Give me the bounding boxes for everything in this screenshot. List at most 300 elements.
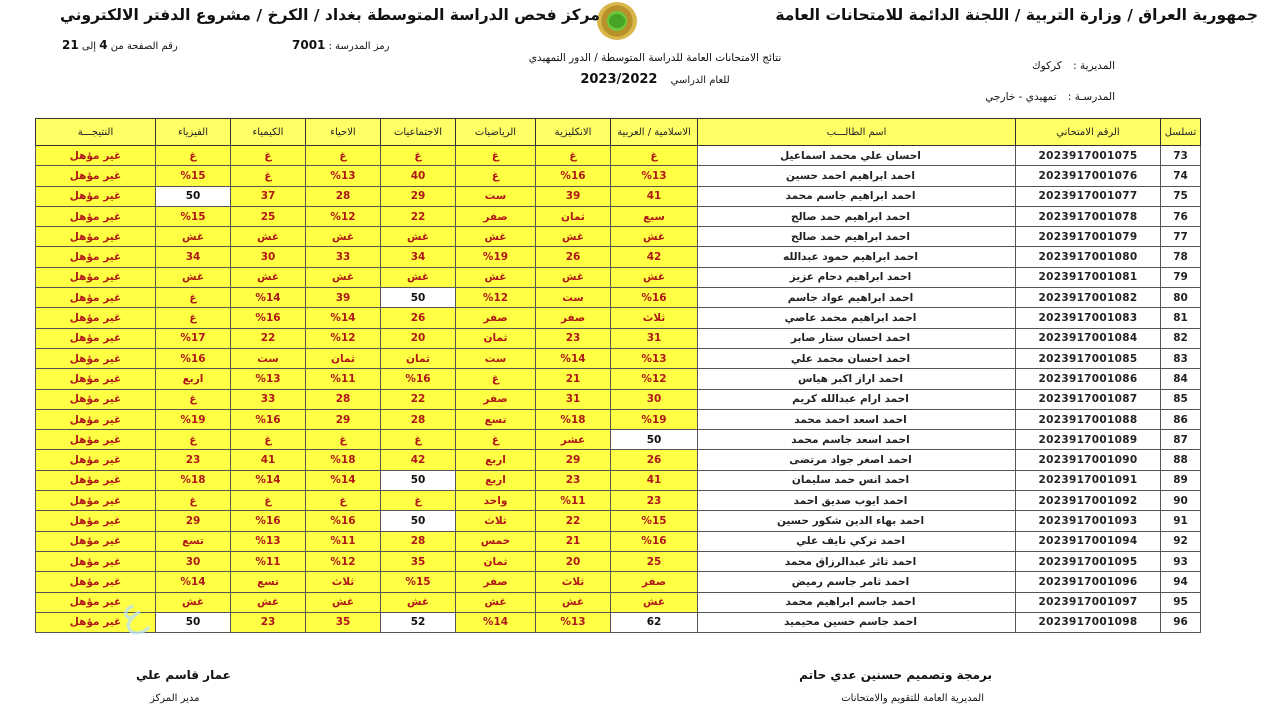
grade-cell-english: ثلاث — [536, 572, 611, 592]
directorate-label: المديرية : — [1073, 60, 1115, 72]
table-row — [36, 206, 1201, 226]
serial-cell: 84 — [1161, 369, 1201, 389]
exam-number-cell: 2023917001098 — [1016, 612, 1161, 632]
grade-cell-biology: %12 — [306, 206, 381, 226]
grade-cell-biology: %18 — [306, 450, 381, 470]
grade-cell-biology: غش — [306, 227, 381, 247]
grade-cell-physics: %19 — [156, 409, 231, 429]
grade-cell-english: غش — [536, 227, 611, 247]
serial-cell: 92 — [1161, 531, 1201, 551]
exam-number-cell: 2023917001075 — [1016, 146, 1161, 166]
grade-cell-math: صفر — [456, 308, 536, 328]
directorate — [1032, 60, 1115, 72]
table-row — [36, 612, 1201, 632]
grade-cell-islamic-arabic: 42 — [611, 247, 698, 267]
student-name-cell: احمد ارام عبدالله كريم — [698, 389, 1016, 409]
grade-cell-math: غ — [456, 146, 536, 166]
student-name-cell: احمد اسعد احمد محمد — [698, 409, 1016, 429]
grade-cell-social: 28 — [381, 409, 456, 429]
serial-cell: 93 — [1161, 551, 1201, 571]
grade-cell-physics: غ — [156, 491, 231, 511]
grade-cell-biology: 29 — [306, 409, 381, 429]
results-table-body — [36, 146, 1201, 633]
directorate-value: كركوك — [1031, 60, 1062, 72]
table-row — [36, 551, 1201, 571]
grade-cell-chemistry: غ — [231, 166, 306, 186]
grade-cell-physics: 30 — [156, 551, 231, 571]
grade-cell-english: غش — [536, 267, 611, 287]
serial-cell: 79 — [1161, 267, 1201, 287]
page-current: 4 — [99, 38, 108, 52]
exam-number-cell: 2023917001090 — [1016, 450, 1161, 470]
grade-cell-social: ثمان — [381, 348, 456, 368]
grade-cell-biology: 35 — [306, 612, 381, 632]
student-name-cell: احمد ايوب صديق احمد — [698, 491, 1016, 511]
grade-cell-english: 26 — [536, 247, 611, 267]
exam-number-cell: 2023917001089 — [1016, 430, 1161, 450]
col-header-physics: الفيزياء — [156, 119, 231, 146]
serial-cell: 85 — [1161, 389, 1201, 409]
grade-cell-islamic-arabic: غ — [611, 146, 698, 166]
grade-cell-chemistry: 37 — [231, 186, 306, 206]
grade-cell-english: غش — [536, 592, 611, 612]
grade-cell-physics: 34 — [156, 247, 231, 267]
student-name-cell: احمد ابراهيم حمد صالح — [698, 206, 1016, 226]
grade-cell-social: 26 — [381, 308, 456, 328]
grade-cell-biology: 28 — [306, 389, 381, 409]
grade-cell-english: صفر — [536, 308, 611, 328]
grade-cell-social: %15 — [381, 572, 456, 592]
grade-cell-social: 42 — [381, 450, 456, 470]
grade-cell-math: ثمان — [456, 551, 536, 571]
table-row — [36, 308, 1201, 328]
student-name-cell: احمد اسعد جاسم محمد — [698, 430, 1016, 450]
grade-cell-social: 50 — [381, 511, 456, 531]
table-row — [36, 186, 1201, 206]
table-row — [36, 511, 1201, 531]
student-name-cell: احمد ابراهيم عواد جاسم — [698, 288, 1016, 308]
grade-cell-math: غ — [456, 430, 536, 450]
result-cell: غير مؤهل — [36, 511, 156, 531]
designer-organization: المديرية العامة للتقويم والامتحانات — [841, 693, 984, 704]
grade-cell-islamic-arabic: %13 — [611, 166, 698, 186]
grade-cell-chemistry: %16 — [231, 409, 306, 429]
grade-cell-biology: غ — [306, 491, 381, 511]
exam-number-cell: 2023917001078 — [1016, 206, 1161, 226]
serial-cell: 95 — [1161, 592, 1201, 612]
grade-cell-biology: غش — [306, 267, 381, 287]
grade-cell-islamic-arabic: صفر — [611, 572, 698, 592]
result-cell: غير مؤهل — [36, 227, 156, 247]
grade-cell-chemistry: غ — [231, 430, 306, 450]
school-code-label: رمز المدرسة : — [328, 41, 390, 52]
col-header-student-name: اسم الطالـــب — [698, 119, 1016, 146]
grade-cell-chemistry: 33 — [231, 389, 306, 409]
grade-cell-social: %16 — [381, 369, 456, 389]
grade-cell-math: %12 — [456, 288, 536, 308]
grade-cell-english: غ — [536, 146, 611, 166]
grade-cell-math: غ — [456, 369, 536, 389]
exam-number-cell: 2023917001079 — [1016, 227, 1161, 247]
exam-number-cell: 2023917001095 — [1016, 551, 1161, 571]
student-name-cell: احمد ثامر جاسم رميض — [698, 572, 1016, 592]
grade-cell-math: ست — [456, 348, 536, 368]
result-cell: غير مؤهل — [36, 409, 156, 429]
grade-cell-physics: غ — [156, 308, 231, 328]
page-label: رقم الصفحة من — [110, 41, 178, 52]
grade-cell-chemistry: غ — [231, 491, 306, 511]
result-cell: غير مؤهل — [36, 430, 156, 450]
exam-number-cell: 2023917001092 — [1016, 491, 1161, 511]
grade-cell-biology: غ — [306, 146, 381, 166]
result-cell: غير مؤهل — [36, 592, 156, 612]
grade-cell-social: 22 — [381, 206, 456, 226]
grade-cell-physics: غ — [156, 146, 231, 166]
center-manager-name: عمار قاسم علي — [136, 668, 231, 682]
grade-cell-biology: %12 — [306, 328, 381, 348]
grade-cell-math: خمس — [456, 531, 536, 551]
grade-cell-english: %16 — [536, 166, 611, 186]
grade-cell-islamic-arabic: 41 — [611, 186, 698, 206]
table-row — [36, 409, 1201, 429]
serial-cell: 88 — [1161, 450, 1201, 470]
grade-cell-biology: 28 — [306, 186, 381, 206]
grade-cell-english: 23 — [536, 470, 611, 490]
grade-cell-english: 31 — [536, 389, 611, 409]
grade-cell-math: ثمان — [456, 328, 536, 348]
grade-cell-math: غ — [456, 166, 536, 186]
grade-cell-islamic-arabic: 30 — [611, 389, 698, 409]
grade-cell-chemistry: غش — [231, 267, 306, 287]
grade-cell-physics: %15 — [156, 166, 231, 186]
grade-cell-social: 22 — [381, 389, 456, 409]
result-cell: غير مؤهل — [36, 146, 156, 166]
grade-cell-chemistry: غش — [231, 227, 306, 247]
grade-cell-physics: تسع — [156, 531, 231, 551]
grade-cell-chemistry: %11 — [231, 551, 306, 571]
student-name-cell: احمد ابراهيم حمد صالح — [698, 227, 1016, 247]
exam-number-cell: 2023917001088 — [1016, 409, 1161, 429]
student-name-cell: احمد احسان ستار صابر — [698, 328, 1016, 348]
school-value: تمهيدي - خارجي — [985, 91, 1057, 103]
grade-cell-chemistry: %13 — [231, 531, 306, 551]
exam-number-cell: 2023917001082 — [1016, 288, 1161, 308]
exam-number-cell: 2023917001081 — [1016, 267, 1161, 287]
page-number — [62, 38, 178, 52]
result-cell: غير مؤهل — [36, 389, 156, 409]
col-header-social: الاجتماعيات — [381, 119, 456, 146]
result-cell: غير مؤهل — [36, 288, 156, 308]
student-name-cell: احمد انس حمد سليمان — [698, 470, 1016, 490]
exam-number-cell: 2023917001091 — [1016, 470, 1161, 490]
grade-cell-islamic-arabic: 41 — [611, 470, 698, 490]
grade-cell-biology: 33 — [306, 247, 381, 267]
grade-cell-english: 22 — [536, 511, 611, 531]
serial-cell: 94 — [1161, 572, 1201, 592]
grade-cell-math: %19 — [456, 247, 536, 267]
grade-cell-social: غش — [381, 592, 456, 612]
table-row — [36, 369, 1201, 389]
table-row — [36, 146, 1201, 166]
ministry-emblem-logo — [597, 2, 637, 40]
grade-cell-english: 21 — [536, 369, 611, 389]
grade-cell-islamic-arabic: غش — [611, 592, 698, 612]
result-cell: غير مؤهل — [36, 328, 156, 348]
table-row — [36, 572, 1201, 592]
table-row — [36, 470, 1201, 490]
grade-cell-islamic-arabic: 25 — [611, 551, 698, 571]
student-name-cell: احمد ثائر عبدالرزاق محمد — [698, 551, 1016, 571]
grade-cell-math: %14 — [456, 612, 536, 632]
exam-number-cell: 2023917001093 — [1016, 511, 1161, 531]
grade-cell-social: غ — [381, 430, 456, 450]
grade-cell-physics: 50 — [156, 186, 231, 206]
grade-cell-english: %18 — [536, 409, 611, 429]
col-header-english: الانكليزية — [536, 119, 611, 146]
grade-cell-islamic-arabic: %16 — [611, 531, 698, 551]
serial-cell: 82 — [1161, 328, 1201, 348]
serial-cell: 96 — [1161, 612, 1201, 632]
grade-cell-english: عشر — [536, 430, 611, 450]
page-total: 21 — [62, 38, 79, 52]
grade-cell-math: صفر — [456, 206, 536, 226]
grade-cell-biology: %12 — [306, 551, 381, 571]
grade-cell-math: صفر — [456, 389, 536, 409]
grade-cell-english: %11 — [536, 491, 611, 511]
grade-cell-chemistry: %16 — [231, 511, 306, 531]
grade-cell-islamic-arabic: %12 — [611, 369, 698, 389]
grade-cell-physics: %17 — [156, 328, 231, 348]
col-header-biology: الاحياء — [306, 119, 381, 146]
academic-year — [465, 72, 845, 87]
result-cell: غير مؤهل — [36, 572, 156, 592]
grade-cell-social: 50 — [381, 470, 456, 490]
result-cell: غير مؤهل — [36, 491, 156, 511]
grade-cell-islamic-arabic: 62 — [611, 612, 698, 632]
grade-cell-math: ثلاث — [456, 511, 536, 531]
result-cell: غير مؤهل — [36, 186, 156, 206]
grade-cell-biology: ثلاث — [306, 572, 381, 592]
grade-cell-chemistry: ست — [231, 348, 306, 368]
school-label: المدرسـة : — [1067, 91, 1115, 103]
exam-number-cell: 2023917001085 — [1016, 348, 1161, 368]
grade-cell-chemistry: %13 — [231, 369, 306, 389]
grade-cell-social: 28 — [381, 531, 456, 551]
serial-cell: 76 — [1161, 206, 1201, 226]
exam-number-cell: 2023917001087 — [1016, 389, 1161, 409]
grade-cell-english: 29 — [536, 450, 611, 470]
exam-number-cell: 2023917001076 — [1016, 166, 1161, 186]
student-name-cell: احمد ابراهيم احمد حسين — [698, 166, 1016, 186]
student-name-cell: احسان علي محمد اسماعيل — [698, 146, 1016, 166]
grade-cell-biology: %11 — [306, 531, 381, 551]
grade-cell-social: غ — [381, 491, 456, 511]
result-cell: غير مؤهل — [36, 369, 156, 389]
result-cell: غير مؤهل — [36, 531, 156, 551]
table-row — [36, 288, 1201, 308]
student-name-cell: احمد جاسم حسين محيميد — [698, 612, 1016, 632]
serial-cell: 87 — [1161, 430, 1201, 450]
grade-cell-chemistry: غش — [231, 592, 306, 612]
table-row — [36, 348, 1201, 368]
grade-cell-islamic-arabic: 50 — [611, 430, 698, 450]
grade-cell-islamic-arabic: غش — [611, 267, 698, 287]
col-header-result: النتيجـــة — [36, 119, 156, 146]
grade-cell-english: 20 — [536, 551, 611, 571]
student-name-cell: احمد تركي نايف علي — [698, 531, 1016, 551]
school-code — [286, 38, 389, 52]
center-manager-title: مدير المركز — [150, 693, 200, 704]
grade-cell-math: غش — [456, 592, 536, 612]
serial-cell: 74 — [1161, 166, 1201, 186]
grade-cell-english: 39 — [536, 186, 611, 206]
table-row — [36, 267, 1201, 287]
grade-cell-physics: غ — [156, 430, 231, 450]
table-row — [36, 166, 1201, 186]
grade-cell-physics: %16 — [156, 348, 231, 368]
grade-cell-social: غش — [381, 227, 456, 247]
result-cell: غير مؤهل — [36, 612, 156, 632]
serial-cell: 86 — [1161, 409, 1201, 429]
grade-cell-social: 20 — [381, 328, 456, 348]
student-name-cell: احمد بهاء الدين شكور حسين — [698, 511, 1016, 531]
grade-cell-biology: %14 — [306, 308, 381, 328]
student-name-cell: احمد ابراهيم جاسم محمد — [698, 186, 1016, 206]
grade-cell-physics: %18 — [156, 470, 231, 490]
table-row — [36, 227, 1201, 247]
exam-number-cell: 2023917001077 — [1016, 186, 1161, 206]
col-header-chemistry: الكيمياء — [231, 119, 306, 146]
grade-cell-chemistry: 30 — [231, 247, 306, 267]
grade-cell-math: تسع — [456, 409, 536, 429]
table-row — [36, 450, 1201, 470]
col-header-math: الرياضيات — [456, 119, 536, 146]
student-name-cell: احمد ابراهيم دحام عزيز — [698, 267, 1016, 287]
grade-cell-chemistry: 23 — [231, 612, 306, 632]
results-table — [35, 118, 1201, 633]
table-row — [36, 531, 1201, 551]
grade-cell-english: ثمان — [536, 206, 611, 226]
serial-cell: 91 — [1161, 511, 1201, 531]
exam-number-cell: 2023917001096 — [1016, 572, 1161, 592]
result-cell: غير مؤهل — [36, 247, 156, 267]
grade-cell-islamic-arabic: %15 — [611, 511, 698, 531]
grade-cell-chemistry: %14 — [231, 470, 306, 490]
page-title-center: مركز فحص الدراسة المتوسطة بغداد / الكرخ / مشروع الدفتر الالكتروني — [60, 6, 600, 24]
student-name-cell: احمد ابراهيم محمد عاصي — [698, 308, 1016, 328]
grade-cell-social: 35 — [381, 551, 456, 571]
table-row — [36, 247, 1201, 267]
grade-cell-physics: 50 — [156, 612, 231, 632]
result-cell: غير مؤهل — [36, 166, 156, 186]
grade-cell-physics: غ — [156, 288, 231, 308]
grade-cell-biology: %13 — [306, 166, 381, 186]
grade-cell-biology: %11 — [306, 369, 381, 389]
serial-cell: 73 — [1161, 146, 1201, 166]
grade-cell-english: %14 — [536, 348, 611, 368]
grade-cell-english: %13 — [536, 612, 611, 632]
grade-cell-english: 23 — [536, 328, 611, 348]
exam-number-cell: 2023917001086 — [1016, 369, 1161, 389]
col-header-islamic-arabic: الاسلامية / العربية — [611, 119, 698, 146]
serial-cell: 75 — [1161, 186, 1201, 206]
serial-cell: 83 — [1161, 348, 1201, 368]
result-cell: غير مؤهل — [36, 308, 156, 328]
results-subtitle: نتائج الامتحانات العامة للدراسة المتوسطة / الدور التمهيدي — [528, 52, 782, 64]
result-cell: غير مؤهل — [36, 348, 156, 368]
grade-cell-math: اربع — [456, 450, 536, 470]
col-header-serial: تسلسل — [1161, 119, 1201, 146]
grade-cell-math: ست — [456, 186, 536, 206]
grade-cell-physics: 23 — [156, 450, 231, 470]
grade-cell-social: 40 — [381, 166, 456, 186]
table-header-row — [36, 119, 1201, 146]
exam-number-cell: 2023917001094 — [1016, 531, 1161, 551]
grade-cell-math: غش — [456, 267, 536, 287]
grade-cell-biology: غ — [306, 430, 381, 450]
designer-credit: برمجة وتصميم حسنين عدي حاتم — [799, 668, 992, 682]
student-name-cell: احمد ابراهيم حمود عبدالله — [698, 247, 1016, 267]
grade-cell-physics: 29 — [156, 511, 231, 531]
grade-cell-math: اربع — [456, 470, 536, 490]
grade-cell-physics: غ — [156, 389, 231, 409]
result-cell: غير مؤهل — [36, 450, 156, 470]
result-cell: غير مؤهل — [36, 470, 156, 490]
table-row — [36, 389, 1201, 409]
exam-number-cell: 2023917001083 — [1016, 308, 1161, 328]
grade-cell-chemistry: 22 — [231, 328, 306, 348]
table-row — [36, 491, 1201, 511]
page-title-ministry: جمهورية العراق / وزارة التربية / اللجنة الدائمة للامتحانات العامة — [775, 6, 1258, 24]
grade-cell-biology: %16 — [306, 511, 381, 531]
grade-cell-math: غش — [456, 227, 536, 247]
table-row — [36, 430, 1201, 450]
serial-cell: 90 — [1161, 491, 1201, 511]
student-name-cell: احمد احسان محمد علي — [698, 348, 1016, 368]
grade-cell-biology: %14 — [306, 470, 381, 490]
table-row — [36, 328, 1201, 348]
grade-cell-physics: %15 — [156, 206, 231, 226]
grade-cell-chemistry: %14 — [231, 288, 306, 308]
grade-cell-islamic-arabic: سبع — [611, 206, 698, 226]
school — [985, 91, 1115, 103]
serial-cell: 89 — [1161, 470, 1201, 490]
grade-cell-chemistry: %16 — [231, 308, 306, 328]
student-name-cell: احمد اصغر جواد مرتضى — [698, 450, 1016, 470]
grade-cell-islamic-arabic: %13 — [611, 348, 698, 368]
serial-cell: 81 — [1161, 308, 1201, 328]
grade-cell-social: 34 — [381, 247, 456, 267]
grade-cell-math: صفر — [456, 572, 536, 592]
grade-cell-biology: غش — [306, 592, 381, 612]
grade-cell-biology: 39 — [306, 288, 381, 308]
grade-cell-social: 52 — [381, 612, 456, 632]
grade-cell-social: 50 — [381, 288, 456, 308]
grade-cell-chemistry: غ — [231, 146, 306, 166]
grade-cell-islamic-arabic: ثلاث — [611, 308, 698, 328]
grade-cell-physics: غش — [156, 227, 231, 247]
grade-cell-english: ست — [536, 288, 611, 308]
result-cell: غير مؤهل — [36, 206, 156, 226]
grade-cell-islamic-arabic: %16 — [611, 288, 698, 308]
grade-cell-physics: غش — [156, 592, 231, 612]
grade-cell-islamic-arabic: %19 — [611, 409, 698, 429]
grade-cell-english: 21 — [536, 531, 611, 551]
grade-cell-chemistry: 25 — [231, 206, 306, 226]
year-value: 2023/2022 — [580, 72, 658, 87]
student-name-cell: احمد جاسم ابراهيم محمد — [698, 592, 1016, 612]
grade-cell-social: 29 — [381, 186, 456, 206]
